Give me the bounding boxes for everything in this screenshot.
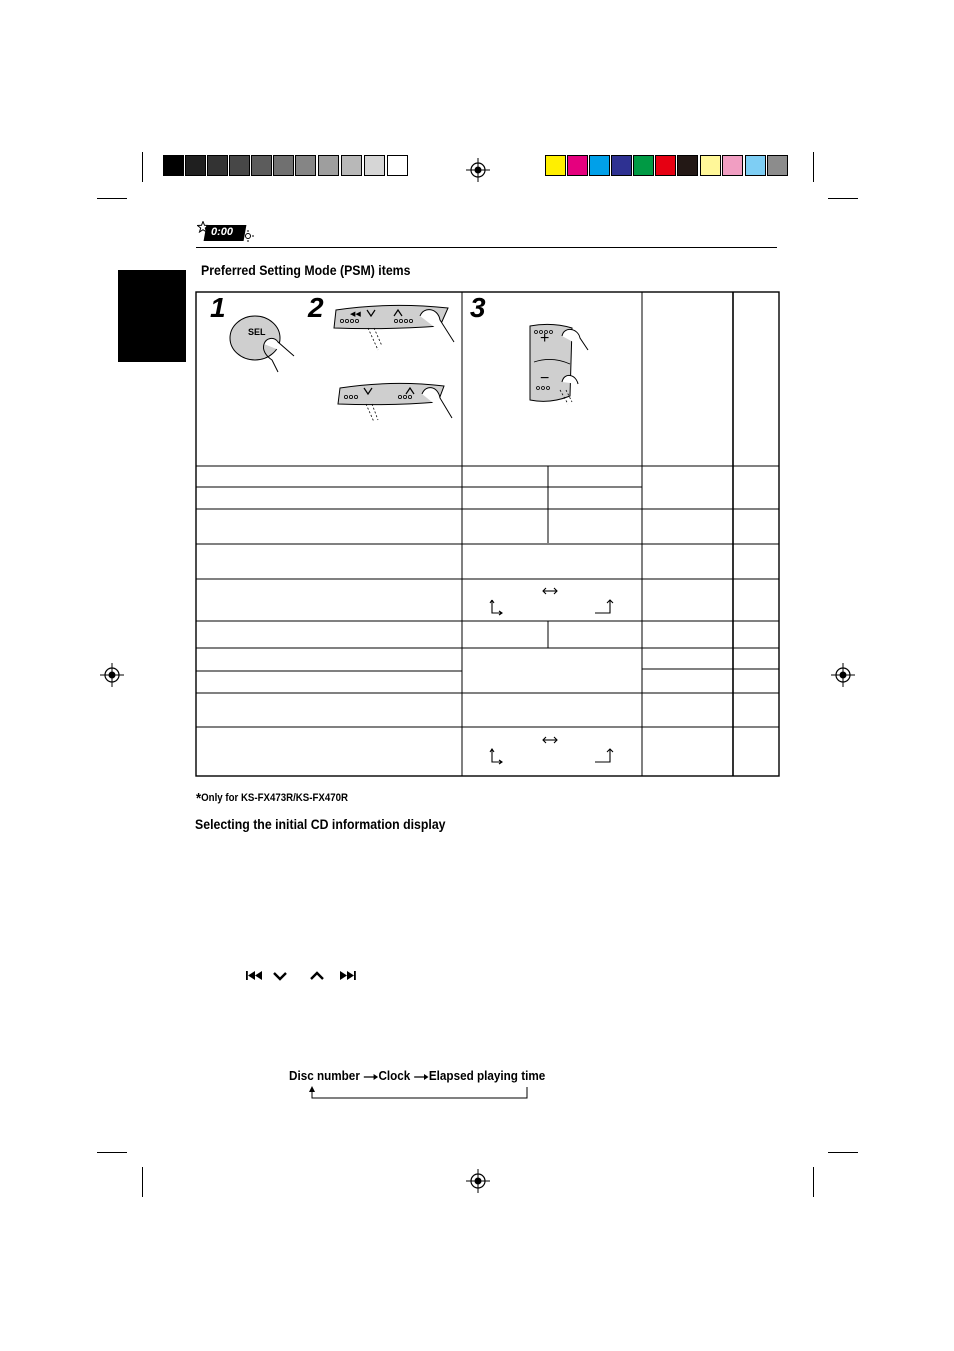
flow-item-clock: Clock bbox=[378, 1068, 411, 1083]
gray-swatch bbox=[229, 155, 250, 176]
registration-target-icon bbox=[100, 663, 124, 687]
sel-button-label: SEL bbox=[248, 327, 266, 337]
gray-swatch bbox=[341, 155, 362, 176]
svg-text:◀◀: ◀◀ bbox=[350, 310, 361, 318]
gray-swatch bbox=[318, 155, 339, 176]
crop-mark bbox=[813, 152, 814, 182]
footnote bbox=[196, 790, 348, 807]
cd-section-title: Selecting the initial CD information display bbox=[195, 816, 446, 832]
flow-item-elapsed-time: Elapsed playing time bbox=[428, 1068, 546, 1083]
footnote-text: Only for KS-FX473R/KS-FX470R bbox=[201, 792, 348, 804]
registration-target-icon bbox=[831, 663, 855, 687]
language-tab bbox=[118, 270, 186, 362]
gray-swatch bbox=[207, 155, 228, 176]
crop-mark bbox=[813, 1167, 814, 1197]
gray-swatch bbox=[163, 155, 184, 176]
gray-swatch bbox=[251, 155, 272, 176]
display-time: 0:00 bbox=[211, 226, 234, 238]
step-3-number: 3 bbox=[470, 292, 486, 323]
footnote-mark: * bbox=[196, 790, 202, 807]
crop-mark bbox=[828, 1152, 858, 1153]
track-buttons-inline-icon bbox=[245, 968, 357, 984]
track-buttons-alt-illustration bbox=[336, 378, 454, 424]
header-rule bbox=[196, 247, 777, 248]
color-swatch bbox=[745, 155, 766, 176]
crop-mark bbox=[97, 198, 127, 199]
registration-target-icon bbox=[466, 1169, 490, 1193]
gray-swatch bbox=[387, 155, 408, 176]
color-swatch bbox=[655, 155, 676, 176]
cd-display-flow bbox=[289, 1068, 545, 1083]
step-1-number: 1 bbox=[210, 292, 226, 323]
gray-swatch bbox=[273, 155, 294, 176]
crop-mark bbox=[142, 152, 143, 182]
color-swatch bbox=[767, 155, 788, 176]
gray-swatch bbox=[185, 155, 206, 176]
clock-display-icon bbox=[197, 221, 253, 243]
color-swatch bbox=[589, 155, 610, 176]
color-swatch bbox=[611, 155, 632, 176]
flow-item-disc-number: Disc number bbox=[289, 1068, 360, 1083]
sel-button-icon bbox=[226, 308, 296, 374]
color-swatch bbox=[567, 155, 588, 176]
sel-button-illustration bbox=[226, 308, 296, 374]
volume-knob-icon bbox=[520, 320, 590, 406]
color-swatch bbox=[722, 155, 743, 176]
section-title: Preferred Setting Mode (PSM) items bbox=[201, 262, 411, 278]
color-swatch bbox=[545, 155, 566, 176]
crop-mark bbox=[142, 1167, 143, 1197]
right-arrow-icon bbox=[414, 1073, 428, 1081]
color-swatch bbox=[633, 155, 654, 176]
volume-control-illustration bbox=[520, 320, 590, 406]
sun-icon bbox=[242, 230, 254, 242]
registration-target-icon bbox=[466, 158, 490, 182]
color-swatch bbox=[700, 155, 721, 176]
step-2-number: 2 bbox=[308, 292, 324, 323]
volume-plus-label: + bbox=[540, 330, 550, 347]
flow-return-arrow-icon bbox=[306, 1086, 532, 1102]
color-swatch bbox=[677, 155, 698, 176]
crop-mark bbox=[828, 198, 858, 199]
track-buttons-illustration bbox=[330, 300, 456, 360]
right-arrow-icon bbox=[364, 1073, 378, 1081]
volume-minus-label: − bbox=[540, 370, 550, 387]
crop-mark bbox=[97, 1152, 127, 1153]
gray-swatch bbox=[295, 155, 316, 176]
gray-swatch bbox=[364, 155, 385, 176]
